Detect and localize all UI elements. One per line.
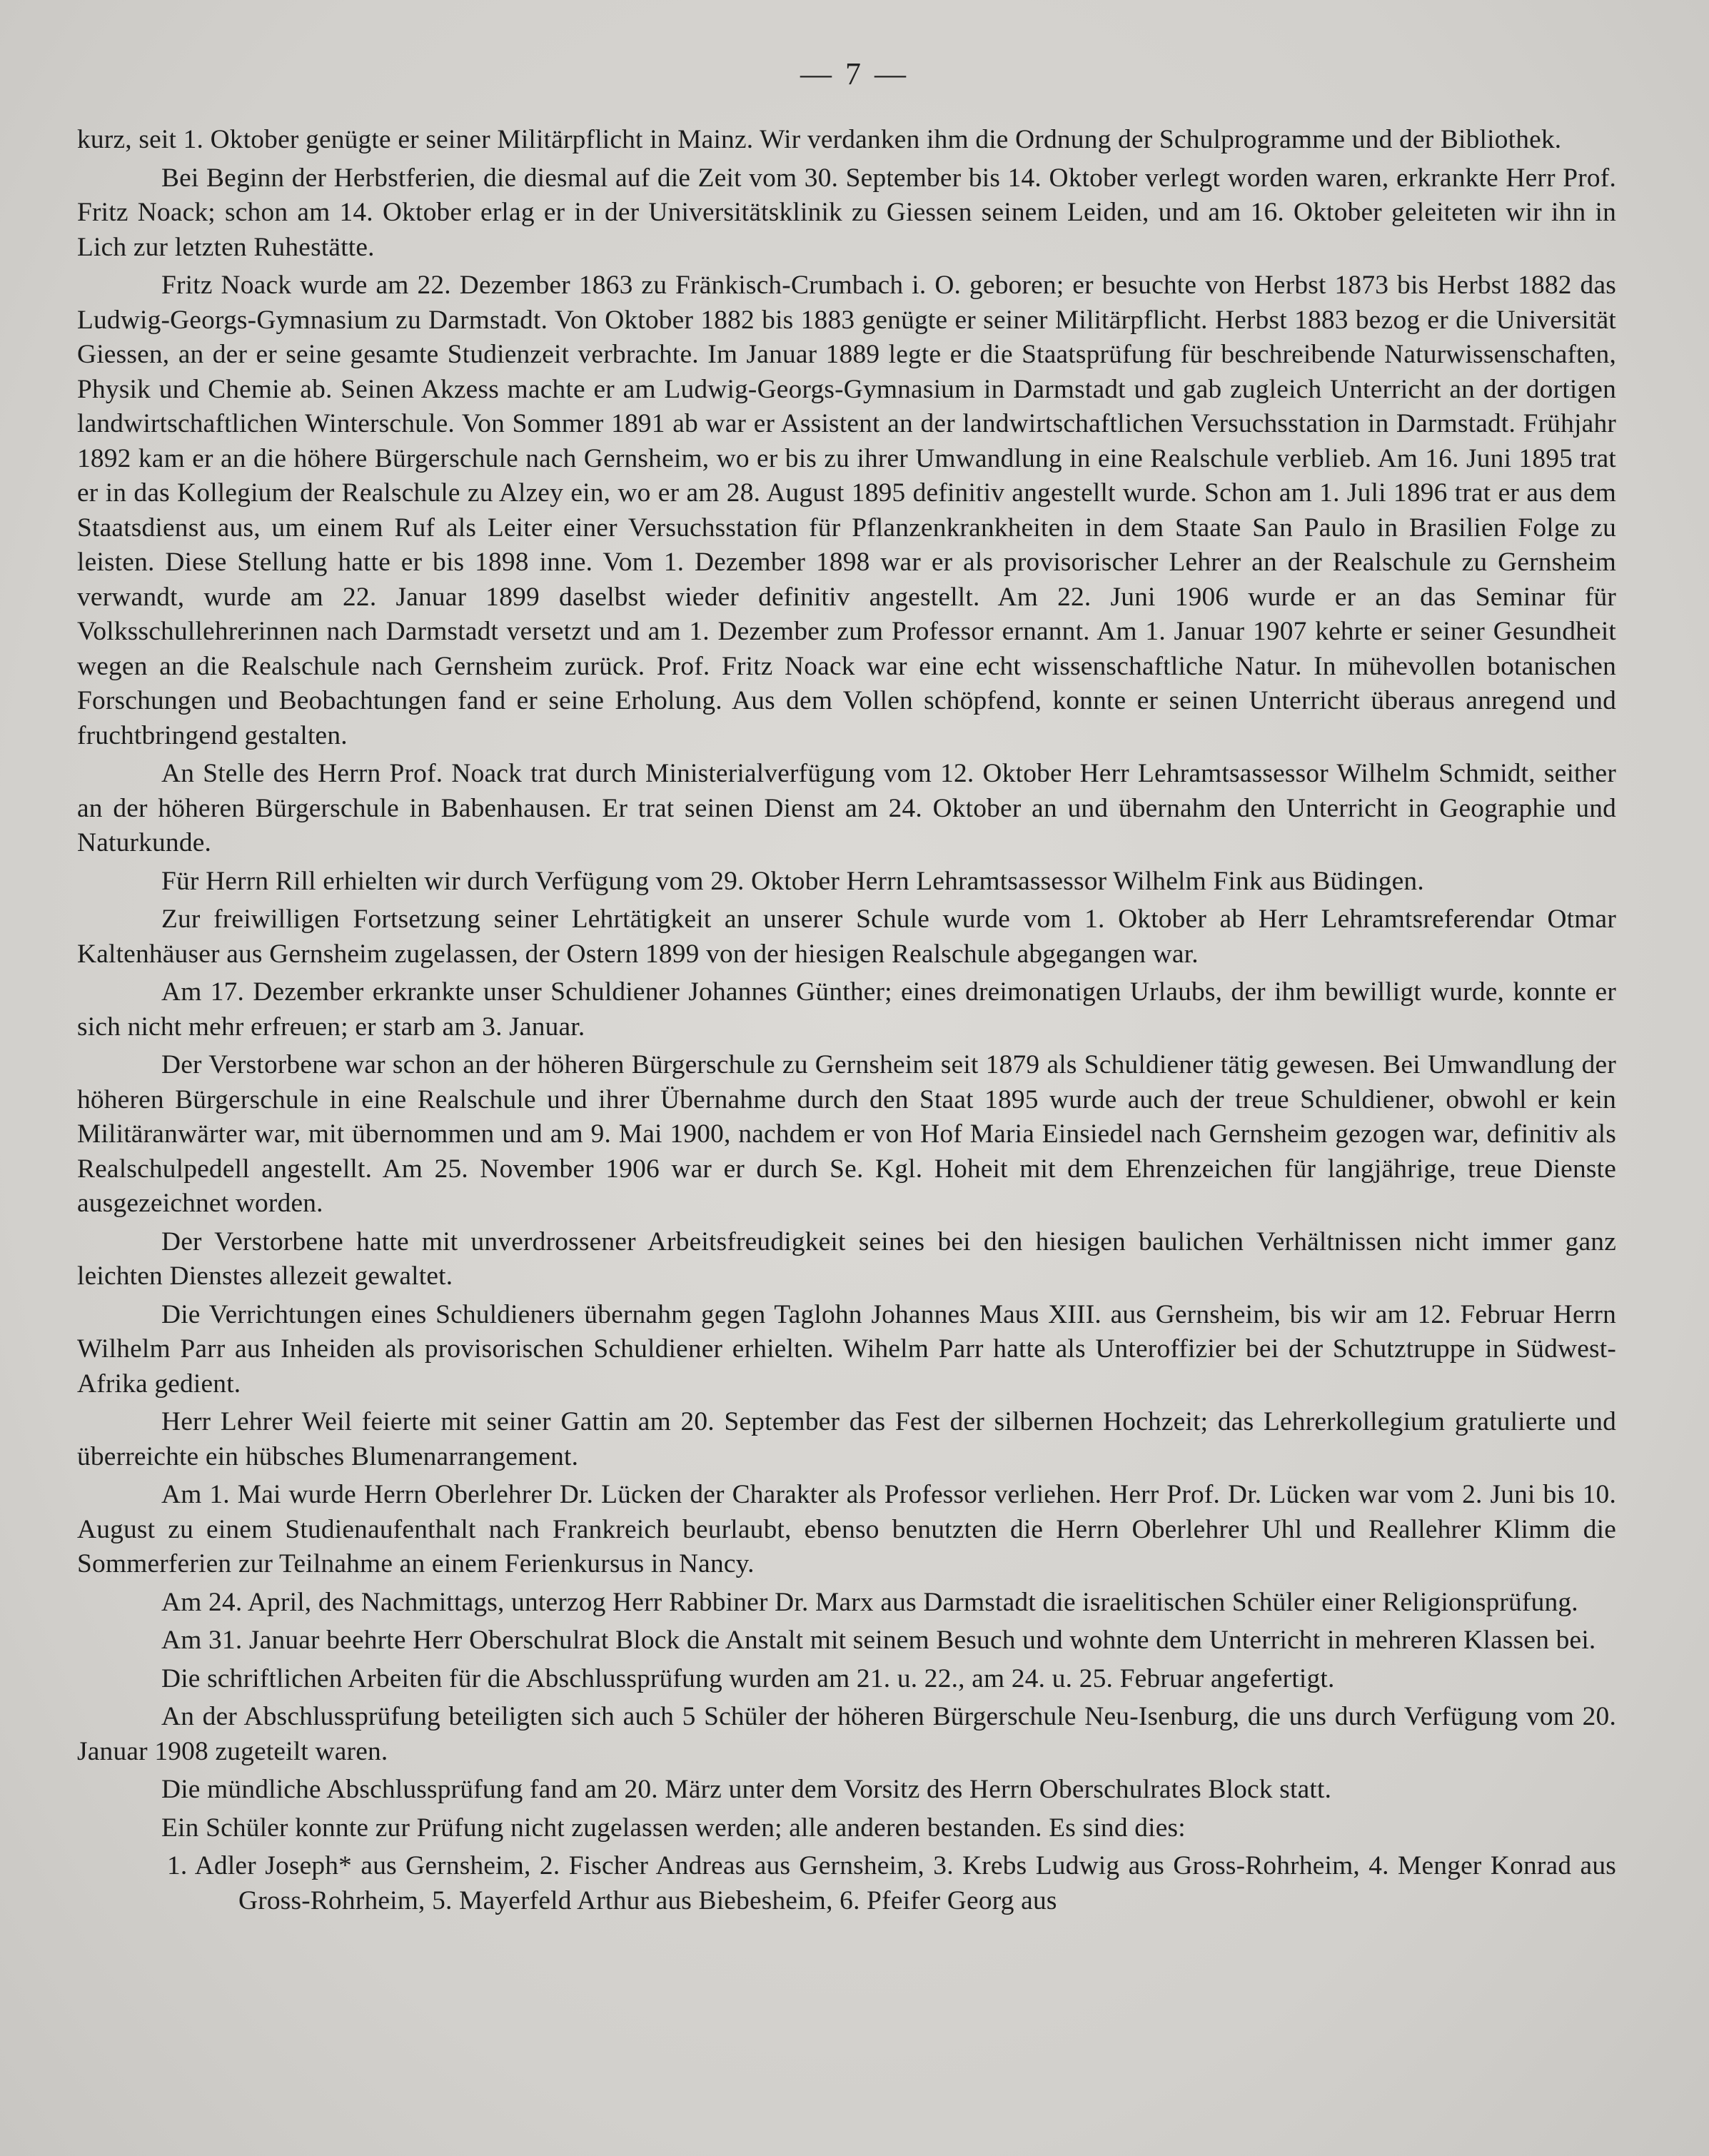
paragraph: Am 31. Januar beehrte Herr Oberschulrat Block die Anstalt mit seinem Besuch und wohnte dem Unterricht in mehreren Klassen bei. (161, 1626, 1596, 1655)
paragraph: Fritz Noack wurde am 22. Dezember 1863 zu Fränkisch-Crumbach i. O. geboren; er besuchte von Herbst 1873 bis Herbst 1882 das Ludwig-Georgs-Gymnasium zu Darmstadt. Von Oktober 1882 bis 1883 genügte er seiner Militärpflicht. Herbst 1883 bezog er die Universität Giessen, an der er seine gesamte Studienzeit verbrachte. Im Januar 1889 legte er die Staatsprüfung für beschreibende Naturwissenschaften, Physik und Chemie ab. Seinen Akzess machte er am Ludwig-Georgs-Gymnasium in Darmstadt und gab zugleich Unterricht an der dortigen landwirtschaftlichen Winterschule. Von Sommer 1891 ab war er Assistent an der landwirtschaftlichen Versuchsstation in Darmstadt. Frühjahr 1892 kam er an die höhere Bürgerschule nach Gernsheim, wo er bis zu ihrer Umwandlung in eine Realschule verblieb. Am 16. Juni 1895 trat er in das Kollegium der Realschule zu Alzey ein, wo er am 28. August 1895 definitiv angestellt wurde. Schon am 1. Juli 1896 trat er aus dem Staatsdienst aus, um einem Ruf als Leiter einer Versuchsstation für Pflanzenkrankheiten in dem Staate San Paulo in Brasilien Folge zu leisten. Diese Stellung hatte er bis 1898 inne. Vom 1. Dezember 1898 war er als provisorischer Lehrer an der Realschule zu Gernsheim verwandt, wurde am 22. Januar 1899 daselbst wieder definitiv angestellt. Am 22. Juni 1906 wurde er an das Seminar für Volksschullehrerinnen nach Darmstadt versetzt und am 1. Dezember zum Professor ernannt. Am 1. Januar 1907 kehrte er seiner Gesundheit wegen an die Realschule nach Gernsheim zurück. Prof. Fritz Noack war eine echt wissenschaftliche Natur. In mühevollen botanischen Forschungen und Beobachtungen fand er seine Erholung. Aus dem Vollen schöpfend, konnte er seinen Unterricht überaus anregend und fruchtbringend gestalten. (77, 271, 1616, 750)
paragraph: kurz, seit 1. Oktober genügte er seiner Militärpflicht in Mainz. Wir verdanken ihm die Ordnung der Schulprogramme und der Bibliothek. (77, 125, 1562, 154)
paragraph: Der Verstorbene war schon an der höheren Bürgerschule zu Gernsheim seit 1879 als Schuldiener tätig gewesen. Bei Umwandlung der höheren Bürgerschule in eine Realschule und ihrer Übernahme durch den Staat 1895 wurde auch der treue Schuldiener, obwohl er kein Militäranwärter war, mit übernommen und am 9. Mai 1900, nachdem er von Hof Maria Einsiedel nach Gernsheim gezogen war, definitiv als Realschulpedell angestellt. Am 25. November 1906 war er durch Se. Kgl. Hoheit mit dem Ehrenzeichen für langjährige, treue Dienste ausgezeichnet worden. (77, 1050, 1616, 1218)
paragraph: Die Verrichtungen eines Schuldieners übernahm gegen Taglohn Johannes Maus XIII. aus Gernsheim, bis wir am 12. Februar Herrn Wilhelm Parr aus Inheiden als provisorischen Schuldiener erhielten. Wihelm Parr hatte als Unteroffizier bei der Schutztruppe in Südwest-Afrika gedient. (77, 1299, 1616, 1399)
paragraph: Zur freiwilligen Fortsetzung seiner Lehrtätigkeit an unserer Schule wurde vom 1. Oktober ab Herr Lehramtsreferendar Otmar Kaltenhäuser aus Gernsheim zugelassen, der Ostern 1899 von der hiesigen Realschule abgegangen war. (77, 905, 1616, 969)
paragraph: Am 1. Mai wurde Herrn Oberlehrer Dr. Lücken der Charakter als Professor verliehen. Herr Prof. Dr. Lücken war vom 2. Juni bis 10. August zu einem Studienaufenthalt nach Frankreich beurlaubt, ebenso benutzten die Herrn Oberlehrer Uhl und Reallehrer Klimm die Sommerferien zur Teilnahme an einem Ferienkursus in Nancy. (77, 1480, 1616, 1578)
paragraph: Für Herrn Rill erhielten wir durch Verfügung vom 29. Oktober Herrn Lehramtsassessor Wilhelm Fink aus Büdingen. (161, 866, 1424, 896)
paragraph: Bei Beginn der Herbstferien, die diesmal auf die Zeit vom 30. September bis 14. Oktober verlegt worden waren, erkrankte Herr Prof. Fritz Noack; schon am 14. Oktober erlag er in der Universitätsklinik zu Giessen seinem Leiden, und am 16. Oktober geleiteten wir ihn in Lich zur letzten Ruhestätte. (77, 163, 1616, 262)
paragraph: Herr Lehrer Weil feierte mit seiner Gattin am 20. September das Fest der silbernen Hochzeit; das Lehrerkollegium gratulierte und überreichte ein hübsches Blumenarrangement. (77, 1407, 1616, 1471)
paragraph: Der Verstorbene hatte mit unverdrossener Arbeitsfreudigkeit seines bei den hiesigen baulichen Verhältnissen nicht immer ganz leichten Dienstes allezeit gewaltet. (77, 1226, 1616, 1291)
paragraph: An Stelle des Herrn Prof. Noack trat durch Ministerialverfügung vom 12. Oktober Herr Lehramtsassessor Wilhelm Schmidt, seither an der höheren Bürgerschule in Babenhausen. Er trat seinen Dienst am 24. Oktober an und übernahm den Unterricht in Geographie und Naturkunde. (77, 759, 1616, 857)
paragraph: Am 17. Dezember erkrankte unser Schuldiener Johannes Günther; eines dreimonatigen Urlaubs, der ihm bewilligt wurde, konnte er sich nicht mehr erfreuen; er starb am 3. Januar. (77, 977, 1616, 1042)
paragraph: Ein Schüler konnte zur Prüfung nicht zugelassen werden; alle anderen bestanden. Es sind dies: (161, 1813, 1186, 1843)
paragraph: Am 24. April, des Nachmittags, unterzog Herr Rabbiner Dr. Marx aus Darmstadt die israelitischen Schüler einer Religionsprüfung. (161, 1587, 1578, 1617)
paragraph: An der Abschlussprüfung beteiligten sich auch 5 Schüler der höheren Bürgerschule Neu-Isenburg, die uns durch Verfügung vom 20. Januar 1908 zugeteilt waren. (77, 1702, 1616, 1766)
student-list: 1. Adler Joseph* aus Gernsheim, 2. Fischer Andreas aus Gernsheim, 3. Krebs Ludwig aus Gross-Rohrheim, 4. Menger Konrad aus Gross-Rohrheim, 5. Mayerfeld Arthur aus Biebesheim, 6. Pfeifer Georg aus (167, 1851, 1616, 1915)
page-number: — 7 — (800, 56, 909, 91)
paragraph: Die mündliche Abschlussprüfung fand am 20. März unter dem Vorsitz des Herrn Oberschulrates Block statt. (161, 1775, 1332, 1804)
body-text (77, 123, 1616, 1922)
paragraph: Die schriftlichen Arbeiten für die Abschlussprüfung wurden am 21. u. 22., am 24. u. 25. Februar angefertigt. (161, 1663, 1335, 1693)
